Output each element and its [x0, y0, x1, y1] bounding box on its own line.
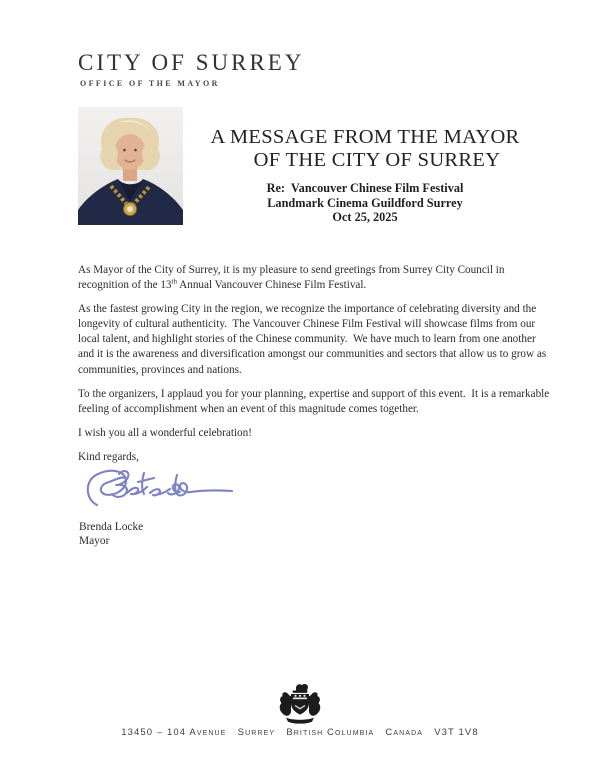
paragraph-greeting — [78, 263, 550, 293]
closing-line: Kind regards, — [78, 450, 139, 463]
paragraph-wish: I wish you all a wonderful celebration! — [78, 426, 252, 439]
subject-date-line: Oct 25, 2025 — [332, 210, 398, 225]
footer-address: 13450 – 104 Avenue Surrey British Columbia Canada V3T 1V8 — [121, 727, 479, 738]
letterhead-org-name: CITY OF SURREY — [78, 50, 305, 75]
city-crest-icon — [276, 682, 324, 724]
signature-ink — [82, 463, 240, 517]
subject-block — [190, 181, 540, 225]
signer-block — [79, 521, 143, 548]
paragraph-greeting-tail: Annual Vancouver Chinese Film Festival. — [176, 279, 367, 292]
paragraph-diversity: As the fastest growing City in the region, we recognize the importance of celebrating diversity and the longevity of cultural authenticity. The Vancouver Chinese Film Festival will showcase films from our local talent, and highlight stories of the Chinese community. We have much to learn from one another and it is the awareness and diversification amongst our communities and sectors that allow us to grow as communities, provinces and nations. — [78, 303, 550, 376]
signer-title: Mayor — [79, 534, 110, 547]
paragraph-organizers: To the organizers, I applaud you for your planning, expertise and support of this event. It is a remarkable feeling of accomplishment when an event of this magnitude comes together. — [78, 387, 553, 415]
paragraph-greeting-text: As Mayor of the City of Surrey, it is my pleasure to send greetings from Surrey City Council in recognition of the 13 — [78, 264, 508, 292]
letter-title — [190, 126, 540, 171]
subject-venue-line: Landmark Cinema Guildford Surrey — [267, 195, 463, 210]
subject-re-line: Re: Vancouver Chinese Film Festival — [266, 181, 464, 195]
letterhead-office-line: OFFICE OF THE MAYOR — [80, 79, 220, 88]
signer-name: Brenda Locke — [79, 521, 144, 533]
letter-body — [78, 263, 553, 474]
ordinal-superscript: th — [171, 277, 177, 286]
mayor-portrait-photo — [78, 107, 183, 225]
letter-title-line1: A MESSAGE FROM THE MAYOR — [210, 126, 520, 148]
letter-title-line2: OF THE CITY OF SURREY — [253, 148, 501, 171]
